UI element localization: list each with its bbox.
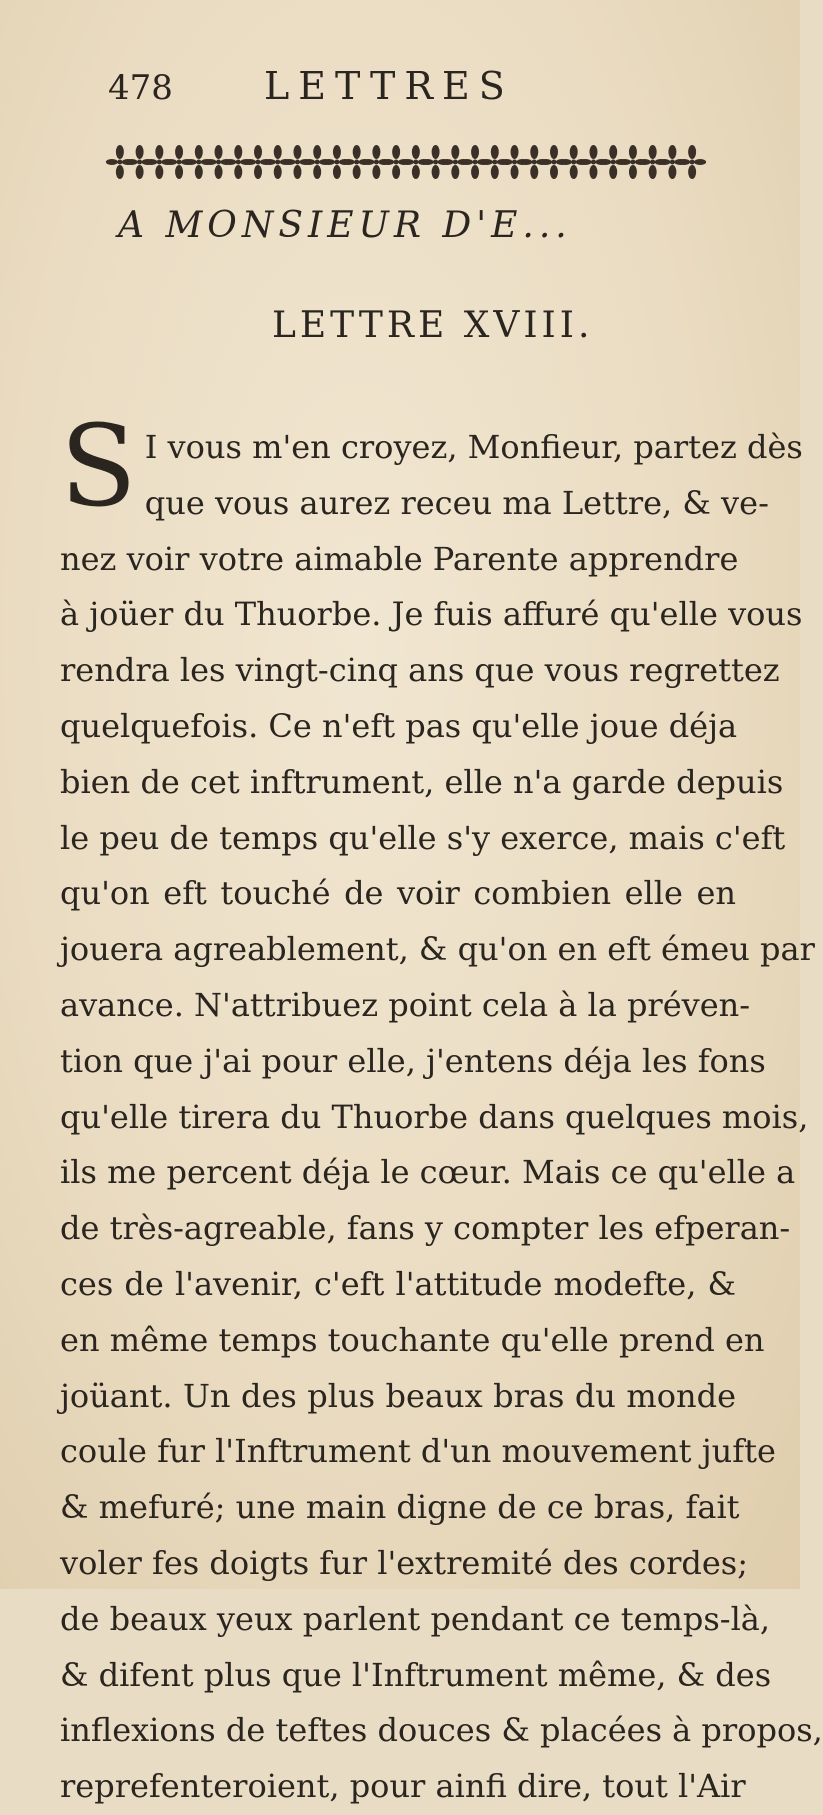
text-line: de beaux yeux parlent pendant ce temps-là, [60, 1599, 771, 1638]
text-line: en même temps touchante qu'elle prend en [60, 1320, 765, 1359]
text-line: I vous m'en croyez, Monfieur, partez dès [144, 428, 803, 466]
text-line: coule fur l'Inftrument d'un mouvement jufte [60, 1432, 776, 1471]
text-line: nez voir votre aimable Parente apprendre [60, 539, 739, 578]
running-title: LETTRES [264, 64, 514, 108]
text-line: & difent plus que l'Inftrument même, & des [60, 1655, 772, 1694]
text-line: reprefenteroient, pour ainfi dire, tout l'Air [60, 1767, 746, 1806]
text-line: à joüer du Thuorbe. Je fuis affuré qu'elle vous [60, 595, 803, 634]
page-number: 478 [108, 68, 173, 108]
text-line: le peu de temps qu'elle s'y exerce, mais c'eft [60, 818, 786, 857]
text-line: & mefuré; une main digne de ce bras, fait [60, 1488, 740, 1527]
text-line: avance. N'attribuez point cela à la préven- [60, 985, 751, 1024]
text-line: jouera agreablement, & qu'on en eft émeu par [60, 930, 815, 969]
fleuron-ornament-row [110, 142, 702, 182]
text-line: inflexions de teftes douces & placées à propos, [60, 1711, 823, 1750]
letter-number-heading: LETTRE XVIII. [272, 305, 594, 346]
text-line: qu'elle tirera du Thuorbe dans quelques mois, [60, 1097, 809, 1136]
text-line: joüant. Un des plus beaux bras du monde [60, 1376, 736, 1415]
text-line: ils me percent déja le cœur. Mais ce qu'elle a [60, 1153, 796, 1192]
drop-cap: S [60, 402, 137, 532]
text-line: tion que j'ai pour elle, j'entens déja les fons [60, 1041, 766, 1080]
text-line: voler fes doigts fur l'extremité des cordes; [60, 1543, 748, 1582]
text-line: de très-agreable, fans y compter les efperan- [60, 1209, 791, 1248]
text-line: que vous aurez receu ma Lettre, & ve- [144, 483, 769, 522]
running-head [108, 58, 728, 108]
letter-body [60, 402, 823, 1815]
addressee-heading: A MONSIEUR D'E... [118, 205, 572, 246]
text-line: qu'on eft touché de voir combien elle en [60, 874, 736, 913]
text-line: bien de cet inftrument, elle n'a garde depuis [60, 762, 784, 801]
text-line: ces de l'avenir, c'eft l'attitude modefte, & [60, 1264, 736, 1303]
text-line: rendra les vingt-cinq ans que vous regrettez [60, 651, 780, 690]
text-line: quelquefois. Ce n'eft pas qu'elle joue déja [60, 706, 738, 745]
fleuron-icon [678, 145, 706, 179]
